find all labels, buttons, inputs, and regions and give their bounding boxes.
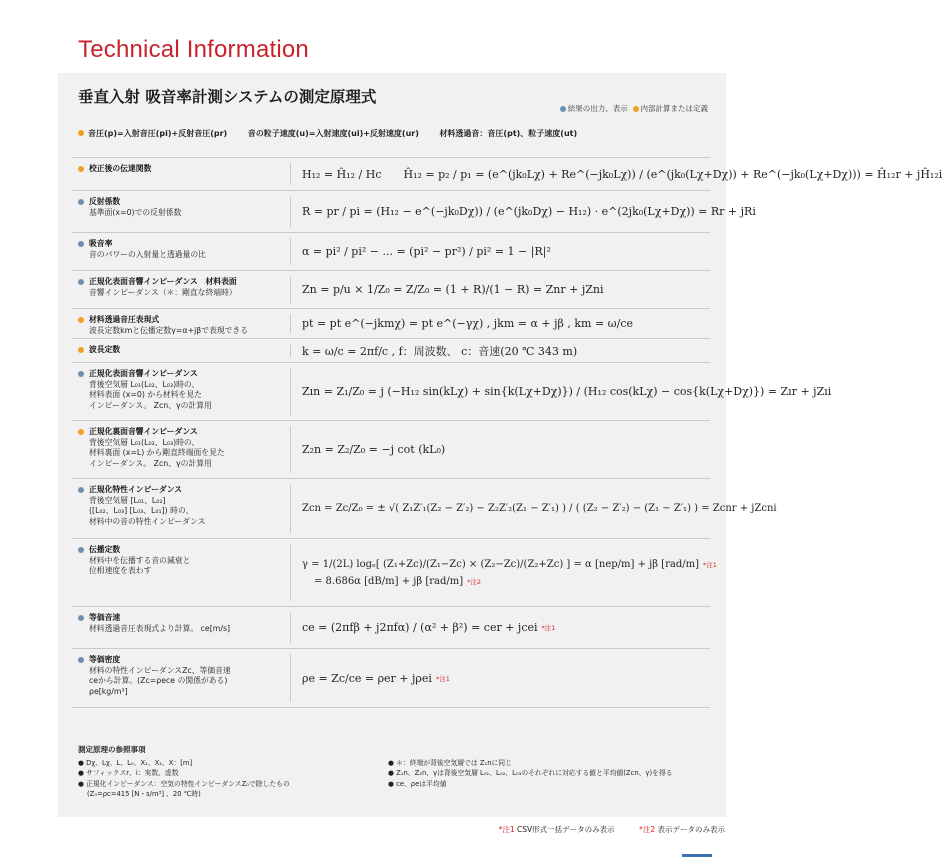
row-sub: 音のパワーの入射量と透過量の比	[89, 249, 206, 259]
row-transfer-function	[72, 157, 942, 190]
row-head: 波長定数	[89, 345, 121, 354]
blue-dot-icon	[560, 106, 566, 112]
row-surface-impedance	[72, 270, 710, 308]
panel-title: 垂直入射 吸音率計測システムの測定原理式	[78, 88, 377, 106]
blue-dot-icon	[78, 241, 84, 247]
formula: ce = (2πfβ + j2πfα) / (α² + β²) = cer + jcei	[302, 621, 538, 634]
refs-right-column	[388, 758, 688, 800]
def-velocity: 音の粒子速度(u)=入射速度(ui)+反射速度(ur)	[247, 129, 419, 138]
formula: k = ω/c = 2πf/c , f：周波数、 c：音速(20 ℃ 343 m)	[302, 344, 578, 358]
orange-dot-icon	[78, 317, 84, 323]
row-sub: 背後空気層 L₀₁(L₀₂、L₀₃)時の、	[89, 437, 200, 447]
row-front-impedance	[72, 362, 832, 420]
row-characteristic-impedance	[72, 478, 777, 538]
technical-panel	[58, 73, 942, 817]
row-transmitted-pressure	[72, 308, 710, 338]
footnotes	[499, 824, 725, 835]
ref-item: ● ＊：終端が背後空気層では Z₁nに同じ	[388, 758, 512, 767]
note-mark: *注1	[435, 674, 450, 683]
ref-item: ● 正規化インピーダンス：空気の特性インピーダンスZ₀で除したもの	[78, 779, 290, 788]
row-sub: 基準面(x=0)での反射係数	[89, 207, 182, 217]
row-sub: 波長定数kmと伝播定数γ=α+jβで表現できる	[89, 325, 249, 335]
footnote-text: CSV形式一括データのみ表示	[517, 825, 615, 834]
row-head: 正規化表面音響インピーダンス 材料表面	[89, 277, 237, 286]
row-sub: 材料透過音圧表現式より計算。 ce[m/s]	[89, 623, 231, 633]
ref-item: ● Dχ、Lχ、L、L₀、X₁、X₂、X：[m]	[78, 758, 193, 767]
row-head: 吸音率	[89, 239, 113, 248]
formula: pt = pt e^(−jkmχ) = pt e^(−γχ) , jkm = α + jβ , km = ω/ce	[302, 317, 634, 330]
row-sub: 背後空気層 [L₀₁、L₀₂]	[89, 495, 166, 505]
row-sub: 音響インピーダンス（＊：剛直な終端時）	[89, 287, 237, 297]
formula: H₁₂ = Ĥ₁₂ / Hc Ĥ₁₂ = p₂ / p₁ = (e^(jk₀Lχ) + Re^(−jk₀Lχ)) / (e^(jk₀(Lχ+Dχ)) + Re^(−jk₀(Lχ+Dχ))) = Ĥ₁₂r + jĤ₁₂i	[302, 168, 942, 181]
row-head: 材料透過音圧表現式	[89, 315, 160, 324]
row-sub: 材料表面 (x=0) から材料を見た	[89, 390, 202, 399]
blue-dot-icon	[78, 279, 84, 285]
blue-dot-icon	[78, 487, 84, 493]
footnote-2	[639, 825, 725, 834]
row-head: 校正後の伝達関数	[89, 164, 152, 173]
row-sub: ([L₀₂、L₀₃] [L₀₃、L₀₁]) 時の、	[89, 506, 194, 515]
orange-dot-icon	[78, 130, 84, 136]
orange-dot-icon	[78, 429, 84, 435]
refs-left-column	[78, 758, 378, 800]
orange-dot-icon	[633, 106, 639, 112]
row-head: 反射係数	[89, 197, 121, 206]
row-equivalent-sound-speed	[72, 606, 710, 648]
row-sub: 材料中を伝播する音の減衰と	[89, 555, 191, 565]
orange-dot-icon	[78, 166, 84, 172]
row-equivalent-density	[72, 648, 710, 708]
note-mark: *注1	[541, 624, 556, 632]
def-pressure: 音圧(p)=入射音圧(pi)+反射音圧(pr)	[88, 129, 228, 138]
row-propagation-constant	[72, 538, 717, 606]
formula: Zın = Z₁/Z₀ = j (−H₁₂ sin(kLχ) + sin{k(Lχ+Dχ)}) / (H₁₂ cos(kLχ) − cos{k(Lχ+Dχ)}) = Zır + jZıi	[302, 385, 832, 398]
formula: α = pi² / pi² − ... = (pi² − pr²) / pi² = 1 − |R|²	[302, 245, 551, 258]
formula: Z₂n = Z₂/Z₀ = −j cot (kL₀)	[302, 443, 446, 456]
footnote-1	[499, 825, 615, 834]
row-wave-constant	[72, 338, 710, 362]
ref-item: ● サフィックスr、i：実数、虚数	[78, 769, 179, 777]
row-sub: 材料の特性インピーダンスZc、等価音速	[89, 665, 231, 675]
formula: Zcn = Zc/Z₀ = ± √( Z₁Z′₁(Z₂ − Z′₂) − Z₂Z′₂(Z₁ − Z′₁) ) / ( (Z₂ − Z′₂) − (Z₁ − Z′₁) ) = Zcnr + jZcni	[302, 503, 777, 514]
row-head: 等価密度	[89, 655, 121, 664]
footnote-text: 表示データのみ表示	[657, 825, 725, 834]
blue-dot-icon	[78, 547, 84, 553]
row-head: 正規化表面音響インピーダンス	[89, 369, 198, 378]
row-sub: インピーダンス。 Zcn、γの計算用	[89, 400, 212, 410]
top-definitions	[78, 128, 708, 139]
row-back-impedance	[72, 420, 710, 478]
formula-rows	[72, 157, 942, 708]
row-sub: 位相速度を表わす	[89, 566, 152, 575]
ref-item: (Z₀=ρc=415 [N・s/m³] 、20 ℃時)	[87, 790, 201, 798]
legend	[560, 103, 708, 114]
row-sub: ceから計算。(Zc=ρece の関係がある)	[89, 676, 228, 685]
note-mark: *注2	[467, 577, 482, 586]
row-reflection	[72, 190, 756, 232]
row-head: 等価音速	[89, 613, 121, 622]
row-head: 伝播定数	[89, 545, 121, 554]
row-sub: 材料裏面 (x=L) から剛直終端面を見た	[89, 448, 225, 457]
corner-accent-bar	[682, 854, 712, 857]
blue-dot-icon	[78, 657, 84, 663]
blue-dot-icon	[78, 615, 84, 621]
footnote-mark: *注2	[639, 825, 656, 834]
page-title: Technical Information	[78, 36, 309, 63]
legend-orange-label: 内部計算または定義	[640, 104, 708, 113]
footnote-mark: *注1	[498, 825, 515, 834]
refs-title: 測定原理の参照事項	[78, 745, 146, 754]
row-sub: 背後空気層 L₀₁(L₀₂、L₀₃)時の、	[89, 379, 200, 389]
row-head: 正規化特性インピーダンス	[89, 485, 183, 494]
orange-dot-icon	[78, 347, 84, 353]
row-sub: 材料中の音の特性インピーダンス	[89, 516, 206, 526]
formula: γ = 1/(2L) logₑ[ (Z₁+Zc)/(Z₁−Zc) × (Z₂−Zc)/(Z₂+Zc) ] = α [nep/m] + jβ [rad/m]	[302, 558, 699, 570]
row-sub: ρe[kg/m³]	[89, 686, 128, 696]
formula: ρe = Zc/ce = ρer + jρei	[302, 671, 432, 685]
reference-notes	[78, 745, 718, 800]
row-absorption	[72, 232, 710, 270]
note-mark: *注1	[702, 560, 717, 569]
row-head: 正規化裏面音響インピーダンス	[89, 427, 198, 436]
blue-dot-icon	[78, 371, 84, 377]
formula: R = pr / pi = (H₁₂ − e^(−jk₀Dχ)) / (e^(jk₀Dχ) − H₁₂) · e^(2jk₀(Lχ+Dχ)) = Rr + jRi	[302, 205, 756, 218]
formula: = 8.686α [dB/m] + jβ [rad/m]	[314, 575, 464, 587]
def-transmission: 材料透過音：音圧(pt)、粒子速度(ut)	[439, 129, 578, 138]
formula: Zn = p/u × 1/Z₀ = Z/Z₀ = (1 + R)/(1 − R) = Znr + jZni	[302, 283, 604, 296]
blue-dot-icon	[78, 199, 84, 205]
ref-item: ● Z₁n、Z₂n、γは背後空気層 L₀₁、L₀₂、L₀₃のそれぞれに対応する値と平均値(Zcn、γ)を得る	[388, 769, 673, 777]
legend-blue-label: 結果の出力、表示	[567, 104, 628, 113]
ref-item: ● ce、ρeは平均値	[388, 779, 447, 788]
row-sub: インピーダンス。 Zcn、γの計算用	[89, 458, 212, 468]
